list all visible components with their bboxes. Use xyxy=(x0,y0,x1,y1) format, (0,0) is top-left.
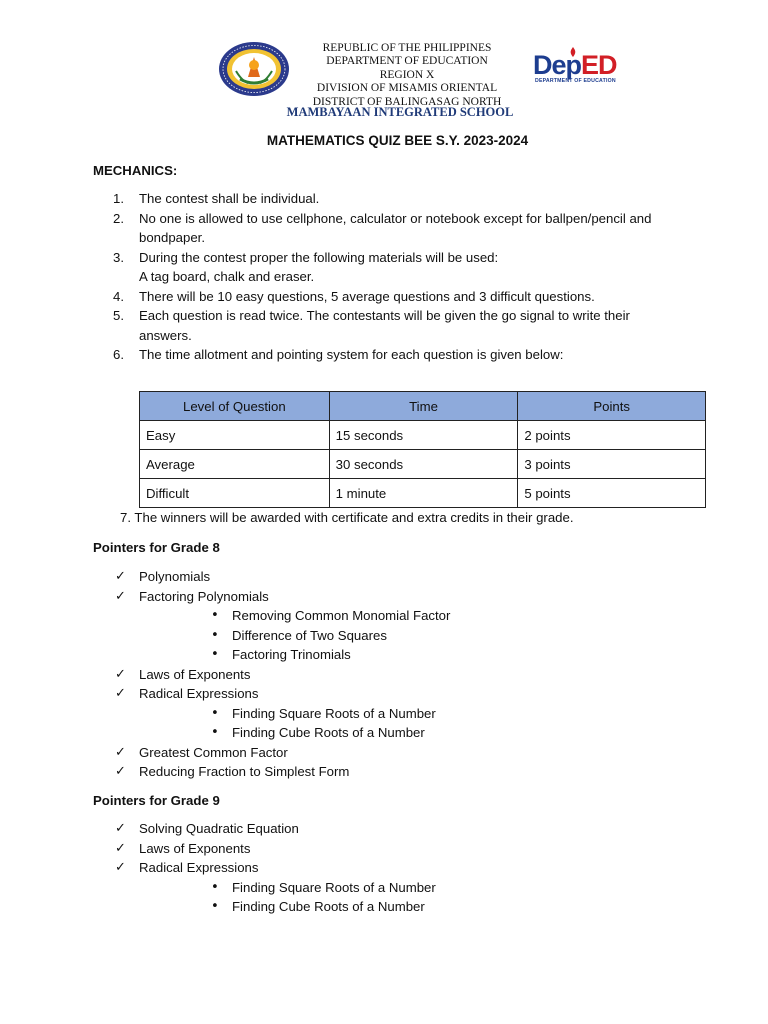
check-icon: ✓ xyxy=(115,764,126,779)
sub-list xyxy=(139,704,713,743)
bullet-icon: • xyxy=(211,647,219,662)
check-icon: ✓ xyxy=(115,860,126,875)
table-row xyxy=(140,450,706,479)
sub-list-item: • Removing Common Monomial Factor xyxy=(139,606,713,626)
table-cell: Easy xyxy=(140,421,330,450)
header-line: DEPARTMENT OF EDUCATION xyxy=(326,55,488,68)
table-header-cell: Points xyxy=(518,392,706,421)
list-item: ✓ Radical Expressions • Finding Square Roots of a Number • Finding Cube Roots of a Number xyxy=(113,858,713,917)
list-item: ✓ Greatest Common Factor xyxy=(113,743,713,763)
table-row xyxy=(140,421,706,450)
list-item: ✓ Radical Expressions • Finding Square Roots of a Number • Finding Cube Roots of a Number xyxy=(113,684,713,743)
table-cell: 30 seconds xyxy=(329,450,518,479)
list-item: ✓ Reducing Fraction to Simplest Form xyxy=(113,762,713,782)
mechanics-list xyxy=(113,189,713,365)
table-row xyxy=(140,479,706,508)
table-cell: 5 points xyxy=(518,479,706,508)
list-item: ✓ Factoring Polynomials • Removing Common Monomial Factor • Difference of Two Squares • Factoring Trinomials xyxy=(113,587,713,665)
list-item: ✓ Solving Quadratic Equation xyxy=(113,819,713,839)
grade9-pointers-list xyxy=(113,819,713,917)
list-item: 1. The contest shall be individual. xyxy=(113,191,320,206)
table-cell: 2 points xyxy=(518,421,706,450)
table-cell: Average xyxy=(140,450,330,479)
table-cell: 3 points xyxy=(518,450,706,479)
school-name: MAMBAYAAN INTEGRATED SCHOOL xyxy=(286,105,514,119)
header-line: DIVISION OF MISAMIS ORIENTAL xyxy=(316,82,498,95)
table-header-row xyxy=(140,392,706,421)
bullet-icon: • xyxy=(211,627,219,643)
grade9-heading: Pointers for Grade 9 xyxy=(93,793,220,808)
list-item: ✓ Polynomials xyxy=(113,567,713,587)
header-line: DISTRICT OF BALINGASAG NORTH xyxy=(312,95,502,108)
list-item: 5. Each question is read twice. The contestants will be given the go signal to write their answers. xyxy=(113,308,630,343)
header-line: REGION X xyxy=(379,68,435,81)
mechanics-heading: MECHANICS: xyxy=(93,163,178,178)
list-item: 6. The time allotment and pointing system for each question is given below: xyxy=(113,347,564,362)
winners-note: 7. The winners will be awarded with certificate and extra credits in their grade. xyxy=(120,510,574,525)
deped-wordmark: DepED xyxy=(533,50,617,80)
list-item: ✓ Laws of Exponents xyxy=(113,839,713,859)
table-header-cell: Time xyxy=(329,392,518,421)
sub-list-item: • Finding Cube Roots of a Number xyxy=(139,723,713,743)
bullet-icon: • xyxy=(211,899,219,914)
check-icon: ✓ xyxy=(115,840,126,856)
check-icon: ✓ xyxy=(115,744,126,760)
school-seal-logo xyxy=(218,41,290,97)
check-icon: ✓ xyxy=(115,686,126,701)
check-icon: ✓ xyxy=(115,588,126,604)
table-header-cell: Level of Question xyxy=(140,392,330,421)
deped-logo xyxy=(532,47,624,89)
sub-list xyxy=(139,878,713,917)
check-icon: ✓ xyxy=(115,569,126,584)
bullet-icon: • xyxy=(211,705,219,721)
table-cell: 1 minute xyxy=(329,479,518,508)
header-text-block xyxy=(300,42,514,109)
list-item: ✓ Laws of Exponents xyxy=(113,665,713,685)
time-points-table xyxy=(139,391,706,508)
sub-list-item: • Finding Square Roots of a Number xyxy=(139,704,713,724)
check-icon: ✓ xyxy=(115,666,126,682)
sub-list-item: • Finding Square Roots of a Number xyxy=(139,878,713,898)
deped-tagline: DEPARTMENT OF EDUCATION xyxy=(535,78,616,84)
list-item: 3. During the contest proper the following materials will be used: A tag board, chalk and eraser. xyxy=(113,249,499,284)
sub-list-item: • Factoring Trinomials xyxy=(139,645,713,665)
list-item: 2. No one is allowed to use cellphone, calculator or notebook except for ballpen/pencil and bondpaper. xyxy=(113,210,652,245)
bullet-icon: • xyxy=(211,879,219,895)
grade8-pointers-list xyxy=(113,567,713,782)
grade8-heading: Pointers for Grade 8 xyxy=(93,540,220,555)
check-icon: ✓ xyxy=(115,821,126,836)
table-cell: Difficult xyxy=(140,479,330,508)
header-line: REPUBLIC OF THE PHILIPPINES xyxy=(322,42,492,54)
table-cell: 15 seconds xyxy=(329,421,518,450)
page-title: MATHEMATICS QUIZ BEE S.Y. 2023-2024 xyxy=(266,133,529,148)
list-item: 4. There will be 10 easy questions, 5 average questions and 3 difficult questions. xyxy=(113,288,595,304)
bullet-icon: • xyxy=(211,725,219,740)
sub-list xyxy=(139,606,713,665)
sub-list-item: • Difference of Two Squares xyxy=(139,626,713,646)
sub-list-item: • Finding Cube Roots of a Number xyxy=(139,897,713,917)
bullet-icon: • xyxy=(211,608,219,623)
